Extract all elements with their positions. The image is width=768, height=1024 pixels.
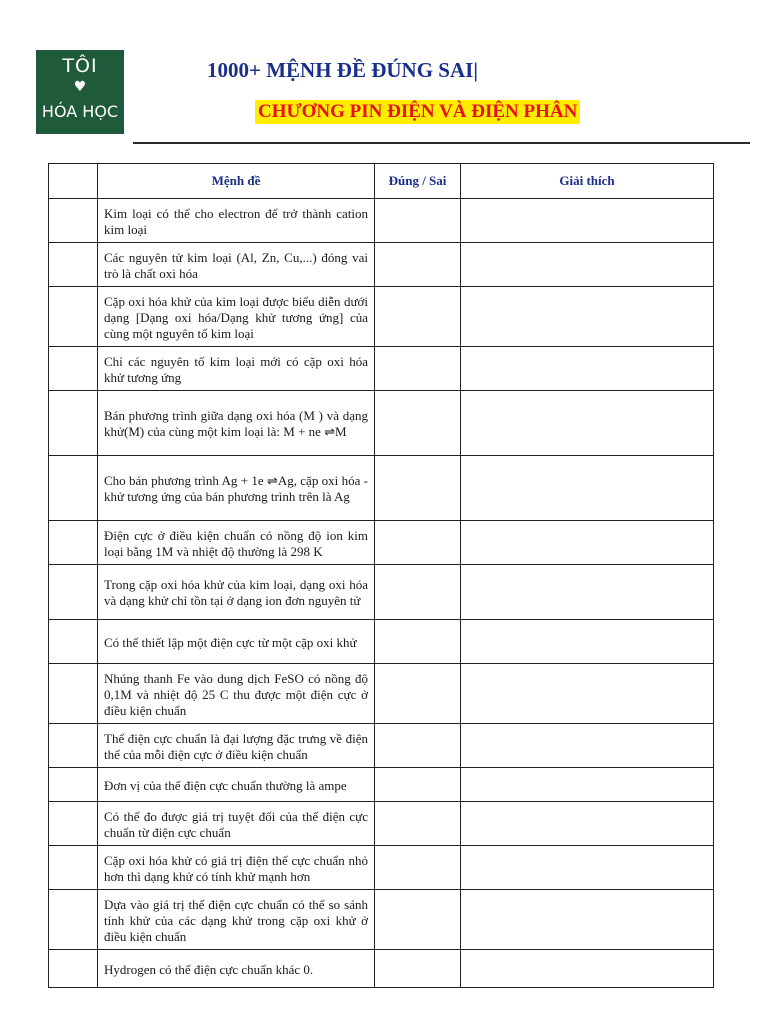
explanation-cell[interactable] xyxy=(461,802,714,846)
statements-table xyxy=(48,163,714,988)
explanation-cell[interactable] xyxy=(461,565,714,620)
explanation-cell[interactable] xyxy=(461,521,714,565)
table-row xyxy=(49,620,714,664)
statement-cell: Bán phương trình giữa dạng oxi hóa (M ) và dạng khử(M) của cùng một kim loại là: M + ne ⇌M xyxy=(98,391,375,456)
true-false-cell[interactable] xyxy=(375,664,461,724)
table-row xyxy=(49,456,714,521)
explanation-cell[interactable] xyxy=(461,243,714,287)
row-index-cell xyxy=(49,199,98,243)
true-false-cell[interactable] xyxy=(375,199,461,243)
explanation-cell[interactable] xyxy=(461,846,714,890)
true-false-cell[interactable] xyxy=(375,802,461,846)
table-header-row xyxy=(49,164,714,199)
explanation-cell[interactable] xyxy=(461,456,714,521)
explanation-cell[interactable] xyxy=(461,620,714,664)
statement-cell: Nhúng thanh Fe vào dung dịch FeSO có nồng độ 0,1M và nhiệt độ 25 C thu được một điện cực ở điều kiện chuẩn xyxy=(98,664,375,724)
statement-cell: Kim loại có thể cho electron để trở thành cation kim loại xyxy=(98,199,375,243)
statement-cell: Chỉ các nguyên tố kim loại mới có cặp oxi hóa khử tương ứng xyxy=(98,347,375,391)
true-false-cell[interactable] xyxy=(375,391,461,456)
explanation-cell[interactable] xyxy=(461,768,714,802)
statement-cell: Các nguyên tử kim loại (Al, Zn, Cu,...) đóng vai trò là chất oxi hóa xyxy=(98,243,375,287)
row-index-cell xyxy=(49,802,98,846)
true-false-cell[interactable] xyxy=(375,724,461,768)
table-row xyxy=(49,950,714,988)
table-row xyxy=(49,243,714,287)
statement-cell: Thế điện cực chuẩn là đại lượng đặc trưng về điện thế của mỗi điện cực ở điều kiện chuẩn xyxy=(98,724,375,768)
statement-cell: Cặp oxi hóa khử có giá trị điện thế cực chuẩn nhỏ hơn thì dạng khử có tính khử mạnh hơn xyxy=(98,846,375,890)
true-false-cell[interactable] xyxy=(375,287,461,347)
table-row xyxy=(49,846,714,890)
statement-cell: Có thể đo được giá trị tuyệt đối của thế điện cực chuẩn từ điện cực chuẩn xyxy=(98,802,375,846)
header-divider xyxy=(133,142,750,144)
explanation-cell[interactable] xyxy=(461,950,714,988)
explanation-cell[interactable] xyxy=(461,664,714,724)
statement-cell: Dựa vào giá trị thế điện cực chuẩn có thể so sánh tính khử của các dạng khử trong cặp oxi khử ở điều kiện chuẩn xyxy=(98,890,375,950)
table-row xyxy=(49,391,714,456)
explanation-cell[interactable] xyxy=(461,890,714,950)
statement-cell: Cho bán phương trình Ag + 1e ⇌Ag, cặp oxi hóa - khử tương ứng của bán phương trình trên là Ag xyxy=(98,456,375,521)
column-header-true-false: Đúng / Sai xyxy=(375,164,461,199)
explanation-cell[interactable] xyxy=(461,724,714,768)
row-index-cell xyxy=(49,890,98,950)
explanation-cell[interactable] xyxy=(461,391,714,456)
row-index-cell xyxy=(49,565,98,620)
table-row xyxy=(49,768,714,802)
statement-cell: Trong cặp oxi hóa khử của kim loại, dạng oxi hóa và dạng khử chỉ tồn tại ở dạng ion đơn nguyên tử xyxy=(98,565,375,620)
table-row xyxy=(49,521,714,565)
true-false-cell[interactable] xyxy=(375,521,461,565)
explanation-cell[interactable] xyxy=(461,347,714,391)
true-false-cell[interactable] xyxy=(375,890,461,950)
table-row xyxy=(49,890,714,950)
row-index-cell xyxy=(49,846,98,890)
row-index-cell xyxy=(49,620,98,664)
true-false-cell[interactable] xyxy=(375,243,461,287)
true-false-cell[interactable] xyxy=(375,846,461,890)
statement-cell: Đơn vị của thế điện cực chuẩn thường là ampe xyxy=(98,768,375,802)
statement-cell: Cặp oxi hóa khử của kim loại được biểu diễn dưới dạng [Dạng oxi hóa/Dạng khử tương ứng] của cùng một nguyên tố kim loại xyxy=(98,287,375,347)
statement-cell: Hydrogen có thế điện cực chuẩn khác 0. xyxy=(98,950,375,988)
table-row xyxy=(49,199,714,243)
statement-cell: Điện cực ở điều kiện chuẩn có nồng độ ion kim loại bằng 1M và nhiệt độ thường là 298 K xyxy=(98,521,375,565)
row-index-cell xyxy=(49,391,98,456)
row-index-cell xyxy=(49,521,98,565)
row-index-cell xyxy=(49,243,98,287)
logo-line-2: HÓA HỌC xyxy=(41,102,119,121)
table-row xyxy=(49,347,714,391)
row-index-cell xyxy=(49,724,98,768)
true-false-cell[interactable] xyxy=(375,768,461,802)
logo-line-1: TÔI xyxy=(62,55,98,77)
explanation-cell[interactable] xyxy=(461,199,714,243)
table-row xyxy=(49,802,714,846)
table-row xyxy=(49,287,714,347)
logo xyxy=(36,50,124,134)
column-header-statement: Mệnh đề xyxy=(98,164,375,199)
table-row xyxy=(49,664,714,724)
heart-icon: ♥ xyxy=(73,79,87,95)
statement-cell: Có thể thiết lập một điện cực từ một cặp oxi khử xyxy=(98,620,375,664)
page-title: 1000+ MỆNH ĐỀ ĐÚNG SAI| xyxy=(207,58,478,82)
true-false-cell[interactable] xyxy=(375,950,461,988)
table-row xyxy=(49,565,714,620)
table-row xyxy=(49,724,714,768)
row-index-cell xyxy=(49,287,98,347)
column-header-index xyxy=(49,164,98,199)
true-false-cell[interactable] xyxy=(375,456,461,521)
column-header-explanation: Giải thích xyxy=(461,164,714,199)
page-subtitle: CHƯƠNG PIN ĐIỆN VÀ ĐIỆN PHÂN xyxy=(255,100,580,124)
row-index-cell xyxy=(49,768,98,802)
explanation-cell[interactable] xyxy=(461,287,714,347)
row-index-cell xyxy=(49,950,98,988)
row-index-cell xyxy=(49,664,98,724)
true-false-cell[interactable] xyxy=(375,620,461,664)
row-index-cell xyxy=(49,456,98,521)
true-false-cell[interactable] xyxy=(375,347,461,391)
row-index-cell xyxy=(49,347,98,391)
true-false-cell[interactable] xyxy=(375,565,461,620)
